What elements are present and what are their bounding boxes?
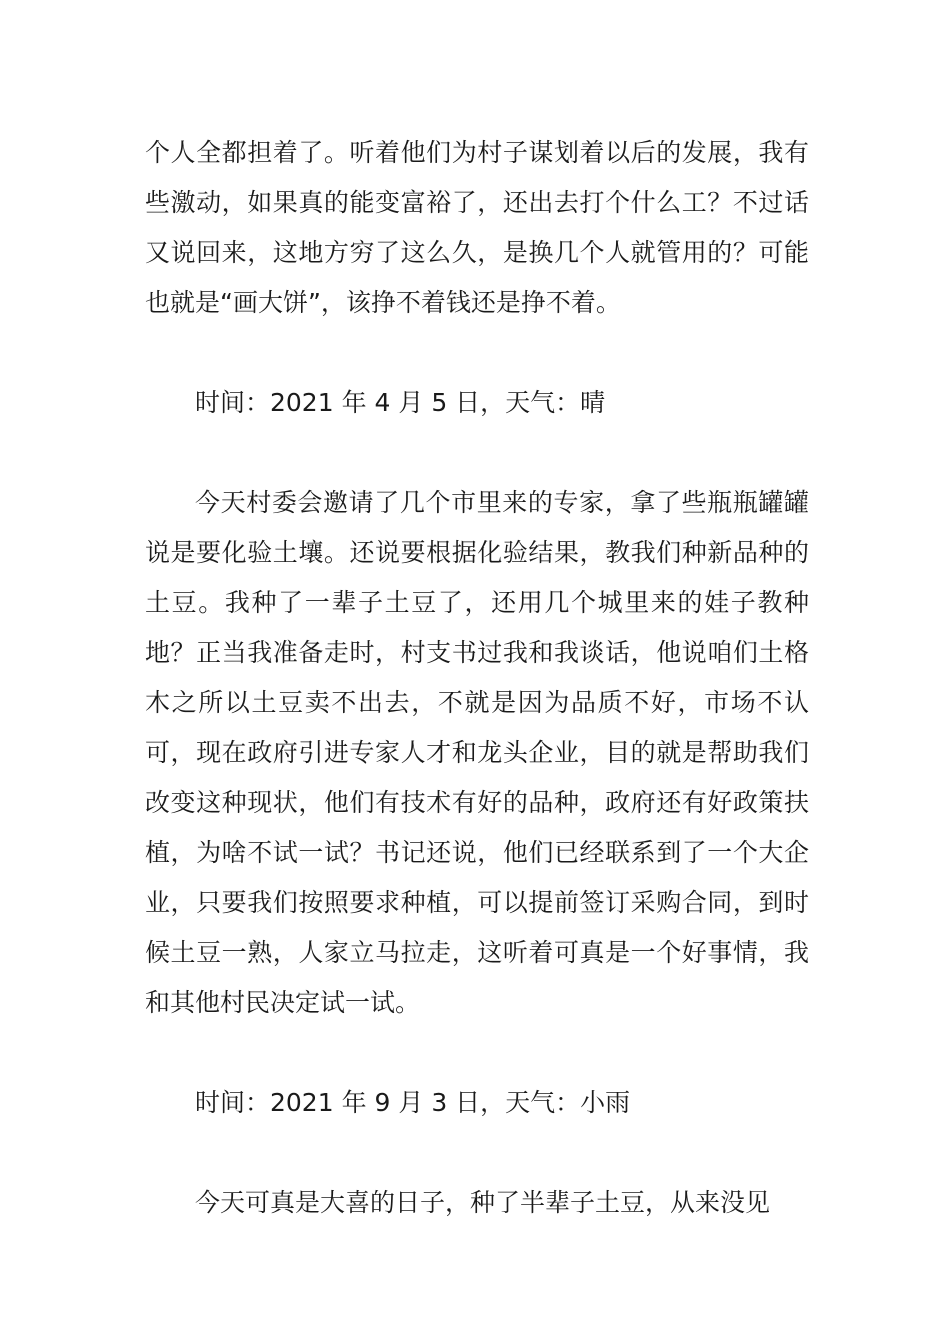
paragraph-spacer — [145, 328, 809, 378]
paragraph-spacer — [145, 1128, 809, 1178]
document-body — [145, 128, 809, 1228]
entry-2-date-weather: 时间：2021 年 9 月 3 日，天气：小雨 — [195, 1088, 631, 1117]
entry-2-body: 今天可真是大喜的日子，种了半辈子土豆，从来没见 — [195, 1188, 771, 1217]
paragraph-spacer — [145, 428, 809, 478]
entry-1-date-weather: 时间：2021 年 4 月 5 日，天气：晴 — [195, 388, 606, 417]
continued-paragraph: 个人全都担着了。听着他们为村子谋划着以后的发展，我有些激动，如果真的能变富裕了，还出去打个什么工？不过话又说回来，这地方穷了这么久，是换几个人就管用的？可能也就是“画大饼”，该挣不着钱还是挣不着。 — [145, 138, 809, 317]
paragraph-spacer — [145, 1028, 809, 1078]
entry-1-body: 今天村委会邀请了几个市里来的专家，拿了些瓶瓶罐罐说是要化验土壤。还说要根据化验结果，教我们种新品种的土豆。我种了一辈子土豆了，还用几个城里来的娃子教种地？正当我准备走时，村支书过我和我谈话，他说咱们土格木之所以土豆卖不出去，不就是因为品质不好，市场不认可，现在政府引进专家人才和龙头企业，目的就是帮助我们改变这种现状，他们有技术有好的品种，政府还有好政策扶植，为啥不试一试？书记还说，他们已经联系到了一个大企业，只要我们按照要求种植，可以提前签订采购合同，到时候土豆一熟，人家立马拉走，这听着可真是一个好事情，我和其他村民决定试一试。 — [145, 488, 809, 1017]
